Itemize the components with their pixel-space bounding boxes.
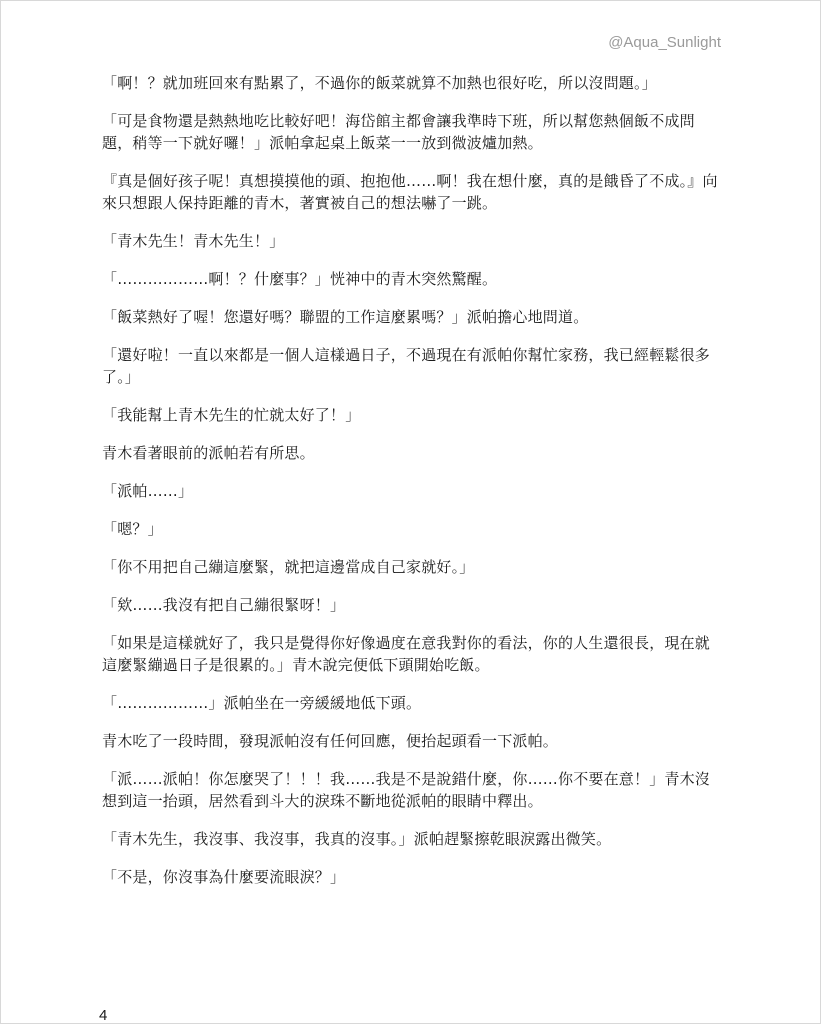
paragraph: 「派……派帕！你怎麼哭了！！！我……我是不是說錯什麼，你……你不要在意！」青木沒想到這一抬頭，居然看到斗大的淚珠不斷地從派帕的眼睛中釋出。 (102, 770, 711, 810)
paragraph: 「派帕……」 (102, 482, 194, 500)
watermark: @Aqua_Sunlight (608, 34, 721, 51)
paragraph: 「青木先生！青木先生！」 (102, 232, 285, 250)
paragraph: 「啊！？就加班回來有點累了，不過你的飯菜就算不加熱也很好吃，所以沒問題。」 (102, 74, 657, 92)
paragraph: 「我能幫上青木先生的忙就太好了！」 (102, 406, 361, 424)
paragraph: 「還好啦！一直以來都是一個人這樣過日子，不過現在有派帕你幫忙家務，我已經輕鬆很多了。」 (102, 346, 711, 386)
paragraph: 青木看著眼前的派帕若有所思。 (102, 444, 315, 462)
body-text (102, 72, 718, 904)
paragraph: 青木吃了一段時間，發現派帕沒有任何回應，便抬起頭看一下派帕。 (102, 732, 559, 750)
paragraph: 「可是食物還是熱熱地吃比較好吧！海岱館主都會讓我準時下班，所以幫您熱個飯不成問題，稍等一下就好囉！」派帕拿起桌上飯菜一一放到微波爐加熱。 (102, 112, 695, 152)
paragraph: 『真是個好孩子呢！真想摸摸他的頭、抱抱他……啊！我在想什麼，真的是餓昏了不成。』向來只想跟人保持距離的青木，著實被自己的想法嚇了一跳。 (102, 172, 718, 212)
paragraph: 「青木先生，我沒事、我沒事，我真的沒事。」派帕趕緊擦乾眼淚露出微笑。 (102, 830, 612, 848)
paragraph: 「如果是這樣就好了，我只是覺得你好像過度在意我對你的看法，你的人生還很長，現在就這麼緊繃過日子是很累的。」青木說完便低下頭開始吃飯。 (102, 634, 711, 674)
paragraph: 「嗯？」 (102, 520, 163, 538)
paragraph: 「不是，你沒事為什麼要流眼淚？」 (102, 868, 346, 886)
paragraph: 「………………」派帕坐在一旁緩緩地低下頭。 (102, 694, 422, 712)
paragraph: 「飯菜熱好了喔！您還好嗎？聯盟的工作這麼累嗎？」派帕擔心地問道。 (102, 308, 589, 326)
paragraph: 「欸……我沒有把自己繃很緊呀！」 (102, 596, 346, 614)
paragraph: 「你不用把自己繃這麼緊，就把這邊當成自己家就好。」 (102, 558, 475, 576)
paragraph: 「………………啊！？什麼事？」恍神中的青木突然驚醒。 (102, 270, 498, 288)
page-number: 4 (99, 1007, 108, 1024)
